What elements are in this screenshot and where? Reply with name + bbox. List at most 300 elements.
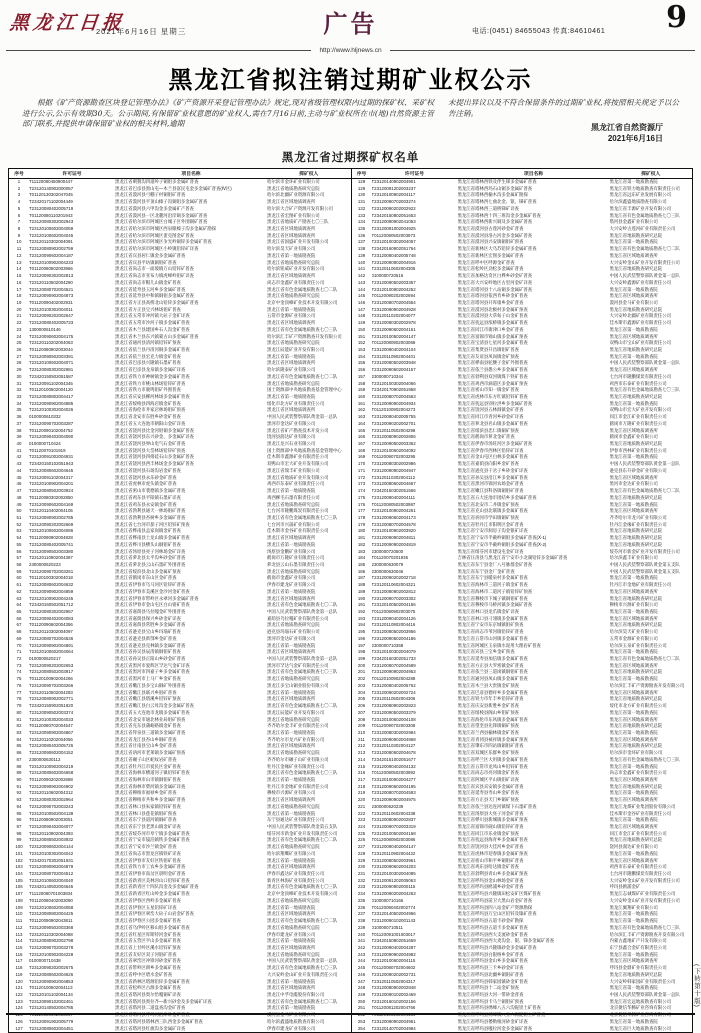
cell-serial: 64 — [16, 602, 22, 608]
cell-serial: 240 — [357, 931, 366, 937]
cell-serial: 246 — [357, 971, 366, 977]
cell-license: T23120090902004916 — [371, 259, 416, 265]
cell-project: 黑龙江省漠河县北极村多金属矿预查 — [457, 306, 528, 312]
cell-license: T01120090702003295 — [371, 454, 416, 460]
cell-serial: 175 — [357, 494, 366, 500]
cell-serial: 30 — [16, 373, 22, 379]
table-row — [352, 253, 693, 260]
cell-serial: 222 — [357, 810, 366, 816]
cell-project: 黑龙江省虎林市东方红镇铅锌矿普查 — [457, 394, 528, 399]
cell-project: 黑龙江省伊春市美溪区金沙河金矿普查 — [115, 588, 190, 594]
cell-project: 黑龙江省饶河县界山电气石金矿普查 — [115, 441, 186, 447]
cell-holder: 黑龙江省区域地质调查所 — [267, 232, 316, 238]
cell-holder: 绥芬河市新金矿业开发有限责任公司 — [267, 830, 338, 836]
cell-license: T23120110202004077 — [371, 313, 416, 319]
table-row — [9, 656, 351, 663]
cell-serial: 144 — [357, 286, 366, 292]
cell-serial: 73 — [16, 662, 22, 668]
cell-license: T23120090902004811 — [371, 535, 416, 541]
cell-holder: 黑龙江省区域地质调查所 — [609, 615, 658, 621]
cell-license: T23120110502004290 — [29, 279, 73, 285]
cell-license: T01120100902004288 — [371, 676, 416, 682]
table-row — [9, 992, 351, 999]
cell-serial: 110 — [15, 911, 23, 917]
cell-holder: 中国人民武装警察部队黄金第一总队 — [609, 360, 680, 366]
cell-holder: 黑龙江省地质矿业开发有限公司 — [267, 474, 329, 480]
cell-project: 黑龙江省桦南县孟家岗镇金矿普查 — [115, 528, 181, 534]
table-row — [9, 710, 351, 717]
cell-holder: 黑龙江省区域地质调查所 — [609, 776, 658, 782]
cell-license: T01120090602004356 — [29, 622, 73, 628]
cell-holder: 黑龙江省第一地质勘查院 — [267, 642, 316, 648]
table-row — [352, 905, 693, 912]
cell-serial: 162 — [357, 407, 366, 413]
cell-project: 黑龙江省带岭区朗乡多金属矿普查 — [115, 965, 181, 971]
cell-project: 黑龙江省塔河县二道盘查沟金矿普查 — [115, 1005, 186, 1011]
table-row — [9, 663, 351, 670]
cell-project: 黑龙江省呼玛县北疆乡铜钼矿普查 — [457, 971, 524, 977]
table-row — [352, 649, 693, 656]
cell-project: 黑龙江省阿城区平山镇钼矿详查 — [457, 776, 519, 782]
table-row — [352, 569, 693, 576]
cell-serial: 95 — [16, 810, 22, 816]
table-row — [9, 226, 351, 233]
table-row — [9, 743, 351, 750]
cell-license: T23120090302002813 — [29, 273, 74, 279]
cell-serial: 151 — [357, 333, 366, 339]
cell-license: T23120090902004819 — [371, 541, 416, 547]
cell-project: 黑龙江省呼玛县鸥浦乡砂金矿普查 — [457, 884, 524, 890]
cell-serial: 153 — [357, 346, 366, 352]
table-row — [9, 481, 351, 488]
cell-serial: 251 — [357, 1005, 366, 1011]
cell-serial: 254 — [357, 1025, 366, 1031]
cell-license: T01120100202004154 — [371, 1012, 416, 1018]
cell-project: 黑龙江省穆棱市马桥河镇多金属矿普查 — [457, 602, 533, 608]
cell-serial: 51 — [16, 514, 22, 520]
col-header-license: 许可证号 — [404, 172, 425, 177]
cell-holder: 黑龙江省区域地质调查所 — [609, 797, 658, 803]
cell-license: T23120110902004401 — [371, 353, 416, 359]
cell-project: 黑龙江省呼玛县五道卡砂金矿勘探 — [457, 918, 524, 924]
table-row — [9, 932, 351, 939]
cell-serial: 66 — [16, 615, 22, 621]
table-row — [9, 535, 351, 542]
table-row — [352, 273, 693, 280]
cell-holder: 黑龙江省地质勘查研究总院 — [267, 750, 320, 756]
cell-project: 黑龙江省饶河县五林洞镇金矿普查 — [457, 407, 524, 413]
cell-serial: 241 — [357, 938, 366, 944]
table-row — [9, 394, 351, 401]
table-row — [352, 938, 693, 945]
table-row — [352, 911, 693, 918]
cell-serial: 243 — [357, 951, 366, 957]
cell-project: 黑龙江省宁安市东京城镇钼矿预查 — [457, 622, 524, 628]
cell-project: 黑龙江省庆安县新胜乡金矿普查 — [457, 703, 519, 709]
table-row — [352, 884, 693, 891]
cell-holder: 黑龙江省地质勘查研究总院 — [267, 803, 320, 809]
cell-holder: 黑龙江省第一地质勘查院 — [609, 676, 658, 682]
cell-serial: 218 — [357, 783, 366, 789]
cell-license: T23420150802051653 — [371, 212, 416, 218]
cell-holder: 黑龙江省第一地质勘查院 — [267, 776, 316, 782]
table-row — [352, 549, 693, 556]
cell-project: 黑龙江省龙江县杏山乡铜矿普查 — [115, 736, 177, 742]
cell-project: 黑龙江省呼中区碧水金矿普查 — [115, 971, 173, 977]
cell-project: 黑龙江省依兰县宏克力镇金矿普查 — [115, 353, 181, 359]
cell-holder: 哈尔滨汇丰矿产资源勘查开发有限公司 — [609, 682, 685, 688]
cell-license: 2300000630112 — [29, 756, 61, 762]
table-row — [352, 367, 693, 374]
cell-holder: 哈尔滨鑫盛地质勘查有限公司 — [609, 199, 667, 205]
cell-serial: 19 — [16, 299, 22, 305]
cell-holder: 黑龙江省有色金属地质勘查七〇二队 — [267, 373, 338, 379]
cell-project: 黑龙江省呼玛县倭勒根河砂金矿详查 — [457, 1018, 528, 1024]
cell-project: 黑龙江省饶河县四排硅石山多金属矿普查 — [115, 454, 195, 460]
cell-holder: 黑龙江省第一地质勘查院 — [609, 817, 658, 823]
notice-paragraph-right: 未提出异议以及不符合保留条件的过期矿业权,将按照相关规定予以公告注销。 — [448, 98, 679, 118]
cell-serial: 236 — [357, 904, 366, 910]
table-row — [352, 562, 693, 569]
cell-holder: 黑龙江省区域地质调查所 — [609, 367, 658, 373]
cell-license: T23420150802051659 — [371, 938, 416, 944]
table-row — [352, 448, 693, 455]
cell-license: T23120110902004416 — [371, 622, 416, 628]
cell-license: 0100000710424 — [29, 441, 61, 447]
cell-holder: 黑龙江省区域地质调查所 — [609, 736, 658, 742]
cell-serial: 45 — [16, 474, 22, 480]
cell-serial: 201 — [357, 669, 366, 675]
cell-license: T23120090602004157 — [371, 367, 416, 373]
cell-serial: 239 — [357, 924, 366, 930]
cell-holder: 黑龙江省有色金属地质勘查七〇三队 — [267, 965, 338, 971]
cell-holder: 黑龙江省第一地质勘查院 — [609, 790, 658, 796]
table-row — [352, 757, 693, 764]
cell-license: T01120100902004266 — [29, 676, 73, 682]
cell-project: 黑龙江省呼玛县西大麦沟金、银、锑多金属矿普查 — [457, 938, 555, 944]
table-row — [352, 817, 693, 824]
cell-project: 黑龙江省望奎县先锋镇铜矿预查 — [457, 723, 519, 729]
cell-license: T23120160102002156 — [371, 998, 416, 1004]
cell-project: 黑龙江省新林区塔源铅锌多金属矿普查 — [115, 978, 190, 984]
table-row — [9, 327, 351, 334]
table-row — [9, 925, 351, 932]
cell-serial: 250 — [357, 998, 366, 1004]
masthead-rule — [6, 46, 695, 55]
cell-license: T23120100302004026 — [29, 407, 74, 413]
cell-holder: 黑龙江省第一地质勘查院 — [267, 810, 316, 816]
cell-project: 黑龙江省穆棱市福禄乡金矿普查 — [115, 790, 177, 796]
dateline: 2021年6月16日 星期三 — [96, 27, 187, 36]
cell-project: 黑龙江省塔林西新兴铜及多金属矿普查 — [457, 219, 533, 225]
cell-license: T23120090402004132 — [371, 763, 416, 769]
cell-project: 黑龙江省克山县北联镇多金属矿普查 — [457, 508, 528, 514]
table-row — [352, 851, 693, 858]
cell-license: T01120090202002688 — [29, 776, 73, 782]
cell-serial: 206 — [357, 703, 366, 709]
signer-name: 黑龙江省自然资源厅 — [591, 123, 663, 132]
cell-license: T01120090702003308 — [371, 723, 416, 729]
cell-project: 黑龙江省嫩江县多宝山铜矿外围普查 — [115, 682, 186, 688]
cell-serial: 209 — [357, 723, 366, 729]
table-row — [9, 636, 351, 643]
cell-holder: 鹤岗市金鑫矿业有限公司 — [609, 434, 658, 440]
cell-holder: 国土资源部中央地质勘查基金管理中心 — [267, 447, 342, 453]
cell-holder: 同江市金江矿业有限责任公司 — [609, 414, 667, 420]
table-row — [9, 609, 351, 616]
cell-holder: 黑龙江省第一地质勘查院 — [609, 951, 658, 957]
cell-serial: 1 — [17, 179, 21, 184]
table-row — [9, 334, 351, 341]
cell-license: T23120110302004097 — [29, 629, 73, 635]
cell-license: T23120090202002701 — [371, 420, 416, 426]
table-row — [9, 831, 351, 838]
cell-license: 2300000630079 — [371, 561, 404, 567]
table-row — [352, 683, 693, 690]
cell-serial: 28 — [16, 360, 22, 366]
cell-serial: 208 — [357, 716, 366, 722]
cell-serial: 185 — [357, 561, 366, 567]
cell-license: T01120070101919 — [29, 447, 66, 453]
cell-serial: 15 — [16, 273, 22, 279]
cell-holder: 黑龙江省地质勘查研究总院 — [609, 622, 663, 628]
table-row — [352, 407, 693, 414]
cell-license: T23120080902002812 — [371, 588, 416, 594]
cell-project: 黑龙江省林口县莲花镇钼矿预查 — [115, 810, 177, 816]
cell-serial: 165 — [357, 427, 366, 433]
table-row — [9, 528, 351, 535]
cell-license: T23120080602004451 — [29, 1025, 74, 1031]
table-row — [352, 811, 693, 818]
cell-project: 黑龙江省呼玛县四八站金矿产资源勘探 — [457, 904, 533, 910]
cell-license: T23120080902002806 — [371, 434, 416, 440]
cell-serial: 63 — [16, 595, 22, 601]
table-body-right — [352, 179, 693, 1032]
cell-serial: 244 — [357, 958, 366, 964]
cell-holder: 黑龙江省有色金属地质勘查七〇二队 — [267, 286, 338, 292]
cell-project: 黑龙江省松岭区劲松多金属矿普查 — [457, 266, 524, 272]
table-row — [352, 1005, 693, 1012]
cell-holder: 黑龙江省第一地质勘查院 — [267, 857, 316, 863]
cell-serial: 237 — [357, 911, 366, 917]
cell-license: T23120090702003302 — [371, 595, 416, 601]
cell-holder: 佳木斯市金谷矿业有限责任公司 — [609, 810, 671, 816]
cell-project: 黑龙江省克东县蒲峪路镇金矿普查 — [115, 723, 181, 729]
cell-serial: 59 — [16, 568, 22, 574]
table-row — [9, 266, 351, 273]
cell-serial: 108 — [15, 897, 23, 903]
cell-holder: 黑龙江省地质勘查研究总院 — [609, 266, 663, 272]
table-row — [352, 239, 693, 246]
cell-license: T11120080701003834 — [29, 891, 73, 897]
cell-project: 黑龙江省塔林西玛石山铜多金属矿普查 — [457, 185, 533, 191]
cell-license: T23120100902004252 — [371, 286, 416, 292]
cell-serial: 191 — [357, 602, 366, 608]
cell-holder: 黑龙江省区域地质调查所 — [609, 824, 658, 829]
cell-serial: 48 — [16, 494, 22, 500]
cell-license: T01120080110201943 — [29, 212, 73, 218]
cell-holder: 黑龙江省区域地质调查所 — [609, 508, 658, 514]
cell-project: 黑龙江省塔河县红旗沟多金属矿详查 — [115, 1025, 186, 1031]
cell-license: T23120080702004578 — [371, 521, 416, 527]
cell-license: T23120080502003956 — [371, 629, 416, 635]
cell-project: 黑龙江省伊春区西岭多金属矿普查 — [115, 897, 181, 903]
cell-license: T01120130302047045 — [29, 192, 73, 198]
cell-project: 黑龙江省友好区双子河钼矿普查 — [115, 951, 177, 957]
cell-holder: 黑龙江省区域地质调查所 — [609, 662, 658, 668]
cell-license: T23120100302004066 — [371, 380, 416, 386]
cell-serial: 87 — [16, 756, 22, 762]
cell-serial: 58 — [16, 561, 22, 567]
cell-serial: 112 — [15, 924, 23, 930]
cell-project: 黑龙江省海林市柴河镇多金属矿详查 — [115, 783, 186, 789]
table-row — [352, 340, 693, 347]
cell-license: T01120080702004547 — [29, 723, 73, 729]
cell-license: T01120080502003987 — [371, 501, 416, 507]
table-row — [9, 569, 351, 576]
cell-license: T23120090902004902 — [29, 783, 74, 789]
cell-license: T23120080902002848 — [371, 985, 416, 991]
cell-license: T23120100902004277 — [371, 776, 416, 782]
table-row — [352, 643, 693, 650]
cell-project: 黑龙江省绥滨县北山多金属矿预查 — [115, 568, 181, 574]
cell-project: 黑龙江省北安市通北林业局钼矿预查 — [115, 716, 186, 722]
cell-holder: 黑龙江省地质勘查研究总院 — [267, 185, 320, 191]
cell-serial: 133 — [357, 212, 366, 218]
cell-serial: 169 — [357, 454, 366, 460]
table-row — [352, 327, 693, 334]
cell-project: 黑龙江省东宁县老黑山镇金矿详查 — [115, 824, 181, 829]
cell-serial: 47 — [16, 488, 22, 494]
cell-serial: 57 — [16, 555, 22, 561]
cell-license: T23120090502003368 — [29, 924, 74, 930]
cell-license: T23120080502003924 — [29, 488, 74, 494]
cell-holder: 鹤岗市万隆矿业有限责任公司 — [609, 420, 667, 426]
table-row — [352, 737, 693, 744]
cell-holder: 尚志市金鑫矿业有限责任公司 — [609, 770, 667, 776]
cell-license: T23120100602004092 — [371, 447, 416, 453]
cell-serial: 173 — [357, 481, 366, 487]
cell-license: T23120090602004195 — [371, 783, 416, 789]
cell-project: 黑龙江省同江市青河乡砂金矿详查 — [457, 414, 524, 420]
table-row — [9, 515, 351, 522]
cell-project: 黑龙江省伊春市带岭区永翠河多金属矿普查 — [115, 595, 199, 601]
cell-project: 黑龙江省嘉荫县常胜乡多金属矿普查 — [115, 622, 186, 628]
cell-license: T23120080302002978 — [371, 320, 416, 326]
cell-holder: 黑龙江省第一地质勘查院 — [267, 306, 316, 312]
cell-license: T01120080502003973 — [371, 232, 416, 238]
table-row — [9, 300, 351, 307]
cell-project: 黑龙江省红星区库斯特河金矿普查 — [115, 931, 181, 937]
table-row — [9, 683, 351, 690]
cell-serial: 180 — [357, 528, 366, 534]
cell-serial: 18 — [16, 293, 22, 299]
cell-serial: 122 — [15, 991, 23, 997]
cell-holder: 中国人民武装警察部队黄金第五支队 — [609, 561, 680, 567]
cell-serial: 124 — [15, 1005, 23, 1011]
cell-license: T01120080902003068 — [371, 340, 416, 346]
cell-license: T23120090902004982 — [371, 951, 416, 957]
cell-project: 黑龙江省抚远县别拉洪乡多金属矿普查 — [457, 400, 533, 406]
cell-serial: 142 — [357, 273, 366, 279]
cell-holder: 黑龙江省第一地质勘查院 — [609, 326, 658, 332]
cell-license: T23120080702004512 — [29, 871, 74, 877]
cell-project: 黑龙江省哈尔滨市阿城区白城子区外围铜矿普查 — [115, 219, 208, 225]
table-row — [9, 347, 351, 354]
cell-holder: 伊春市西林矿业有限责任公司 — [609, 447, 667, 453]
table-row — [352, 206, 693, 213]
cell-license: T23120091102004345 — [29, 380, 73, 386]
cell-holder: 大兴安岭金山矿业开发有限责任公司 — [609, 877, 680, 883]
cell-license: T23420170902051958 — [371, 387, 416, 393]
table-row — [9, 790, 351, 797]
cell-project: 黑龙江省绥芬河市阜宁镇多金属矿普查 — [115, 830, 190, 836]
table-row — [9, 219, 351, 226]
cell-holder: 饶河县润达矿业有限公司 — [267, 434, 316, 440]
cell-holder: 黑龙江省区域地质调查所 — [609, 333, 658, 339]
cell-serial: 29 — [16, 367, 22, 373]
table-row — [9, 246, 351, 253]
cell-serial: 233 — [357, 884, 366, 890]
cell-serial: 118 — [15, 965, 23, 971]
cell-project: 黑龙江省鹤岗市东山区金矿普查 — [115, 575, 177, 581]
cell-license: T23120090602004161 — [371, 326, 416, 332]
table-row — [352, 280, 693, 287]
cell-holder: 黑龙江省有色金属地质勘查七〇三队 — [267, 884, 338, 890]
cell-license: T23120090902004891 — [29, 642, 74, 648]
cell-holder: 黑龙江省区域地质调查所 — [267, 360, 316, 366]
cell-project: 黑龙江省呼玛县金山乡多金属矿普查 — [457, 958, 528, 964]
cell-serial: 167 — [357, 441, 366, 447]
cell-serial: 143 — [357, 279, 366, 285]
table-row — [9, 696, 351, 703]
cell-license: T23120100602004108 — [371, 716, 416, 722]
cell-serial: 77 — [16, 689, 22, 695]
cell-project: 黑龙江省尚志市一面坡镇万山铅锌矿普查 — [115, 266, 195, 272]
cell-project: 黑龙江省金山屯区白林多金属矿普查 — [457, 454, 528, 460]
table-row — [9, 911, 351, 918]
cell-project: 黑龙江省铁力市工农乡多金属矿普查 — [115, 864, 186, 870]
cell-holder: 黑龙江省第一地质勘查院 — [609, 501, 658, 507]
cell-holder: 穆棱市兴源矿业有限公司 — [609, 602, 658, 608]
table-header-row — [352, 169, 693, 179]
cell-serial: 13 — [16, 259, 22, 265]
cell-license: T23420170302051931 — [29, 857, 74, 863]
cell-license: T23120100902004117 — [371, 192, 416, 198]
cell-holder: 中国人民武装警察部队黄金第一总队 — [609, 991, 680, 997]
cell-serial: 24 — [16, 333, 22, 339]
cell-serial: 178 — [357, 514, 366, 520]
cell-holder: 黑龙江省第一地质勘查院 — [609, 709, 658, 715]
cell-project: 黑龙江省汤原县大亮子河金矿普查 — [457, 810, 524, 816]
table-row — [352, 777, 693, 784]
cell-serial: 238 — [357, 918, 366, 924]
cell-license: T23120091102004317 — [29, 474, 73, 480]
cell-project: 黑龙江省漠河县兴安镇铜钼矿预查 — [457, 239, 524, 245]
cell-project: 黑龙江省哈尔滨市阿城区蜚克图金矿普查 — [115, 232, 195, 238]
cell-license: T23120110902004387 — [29, 555, 73, 561]
cell-holder: 大兴安岭金山矿业开发有限责任公司 — [609, 897, 680, 903]
cell-holder: 黑龙江省丰源矿业开发有限公司 — [609, 205, 671, 211]
cell-serial: 7 — [17, 219, 21, 225]
cell-license: T23120110502004298 — [371, 427, 416, 433]
cell-license: T01120080502003966 — [29, 266, 73, 272]
cell-holder: 伊春市建龙矿业有限公司 — [267, 1025, 316, 1031]
cell-license: T23120091202003237 — [371, 185, 416, 191]
cell-project: 黑龙江省讷河市老莱镇多金属矿预查 — [115, 750, 186, 756]
cell-project: 黑龙江省伊春区翠峦大砬子山岩金矿普查 — [115, 911, 195, 917]
table-row — [9, 475, 351, 482]
